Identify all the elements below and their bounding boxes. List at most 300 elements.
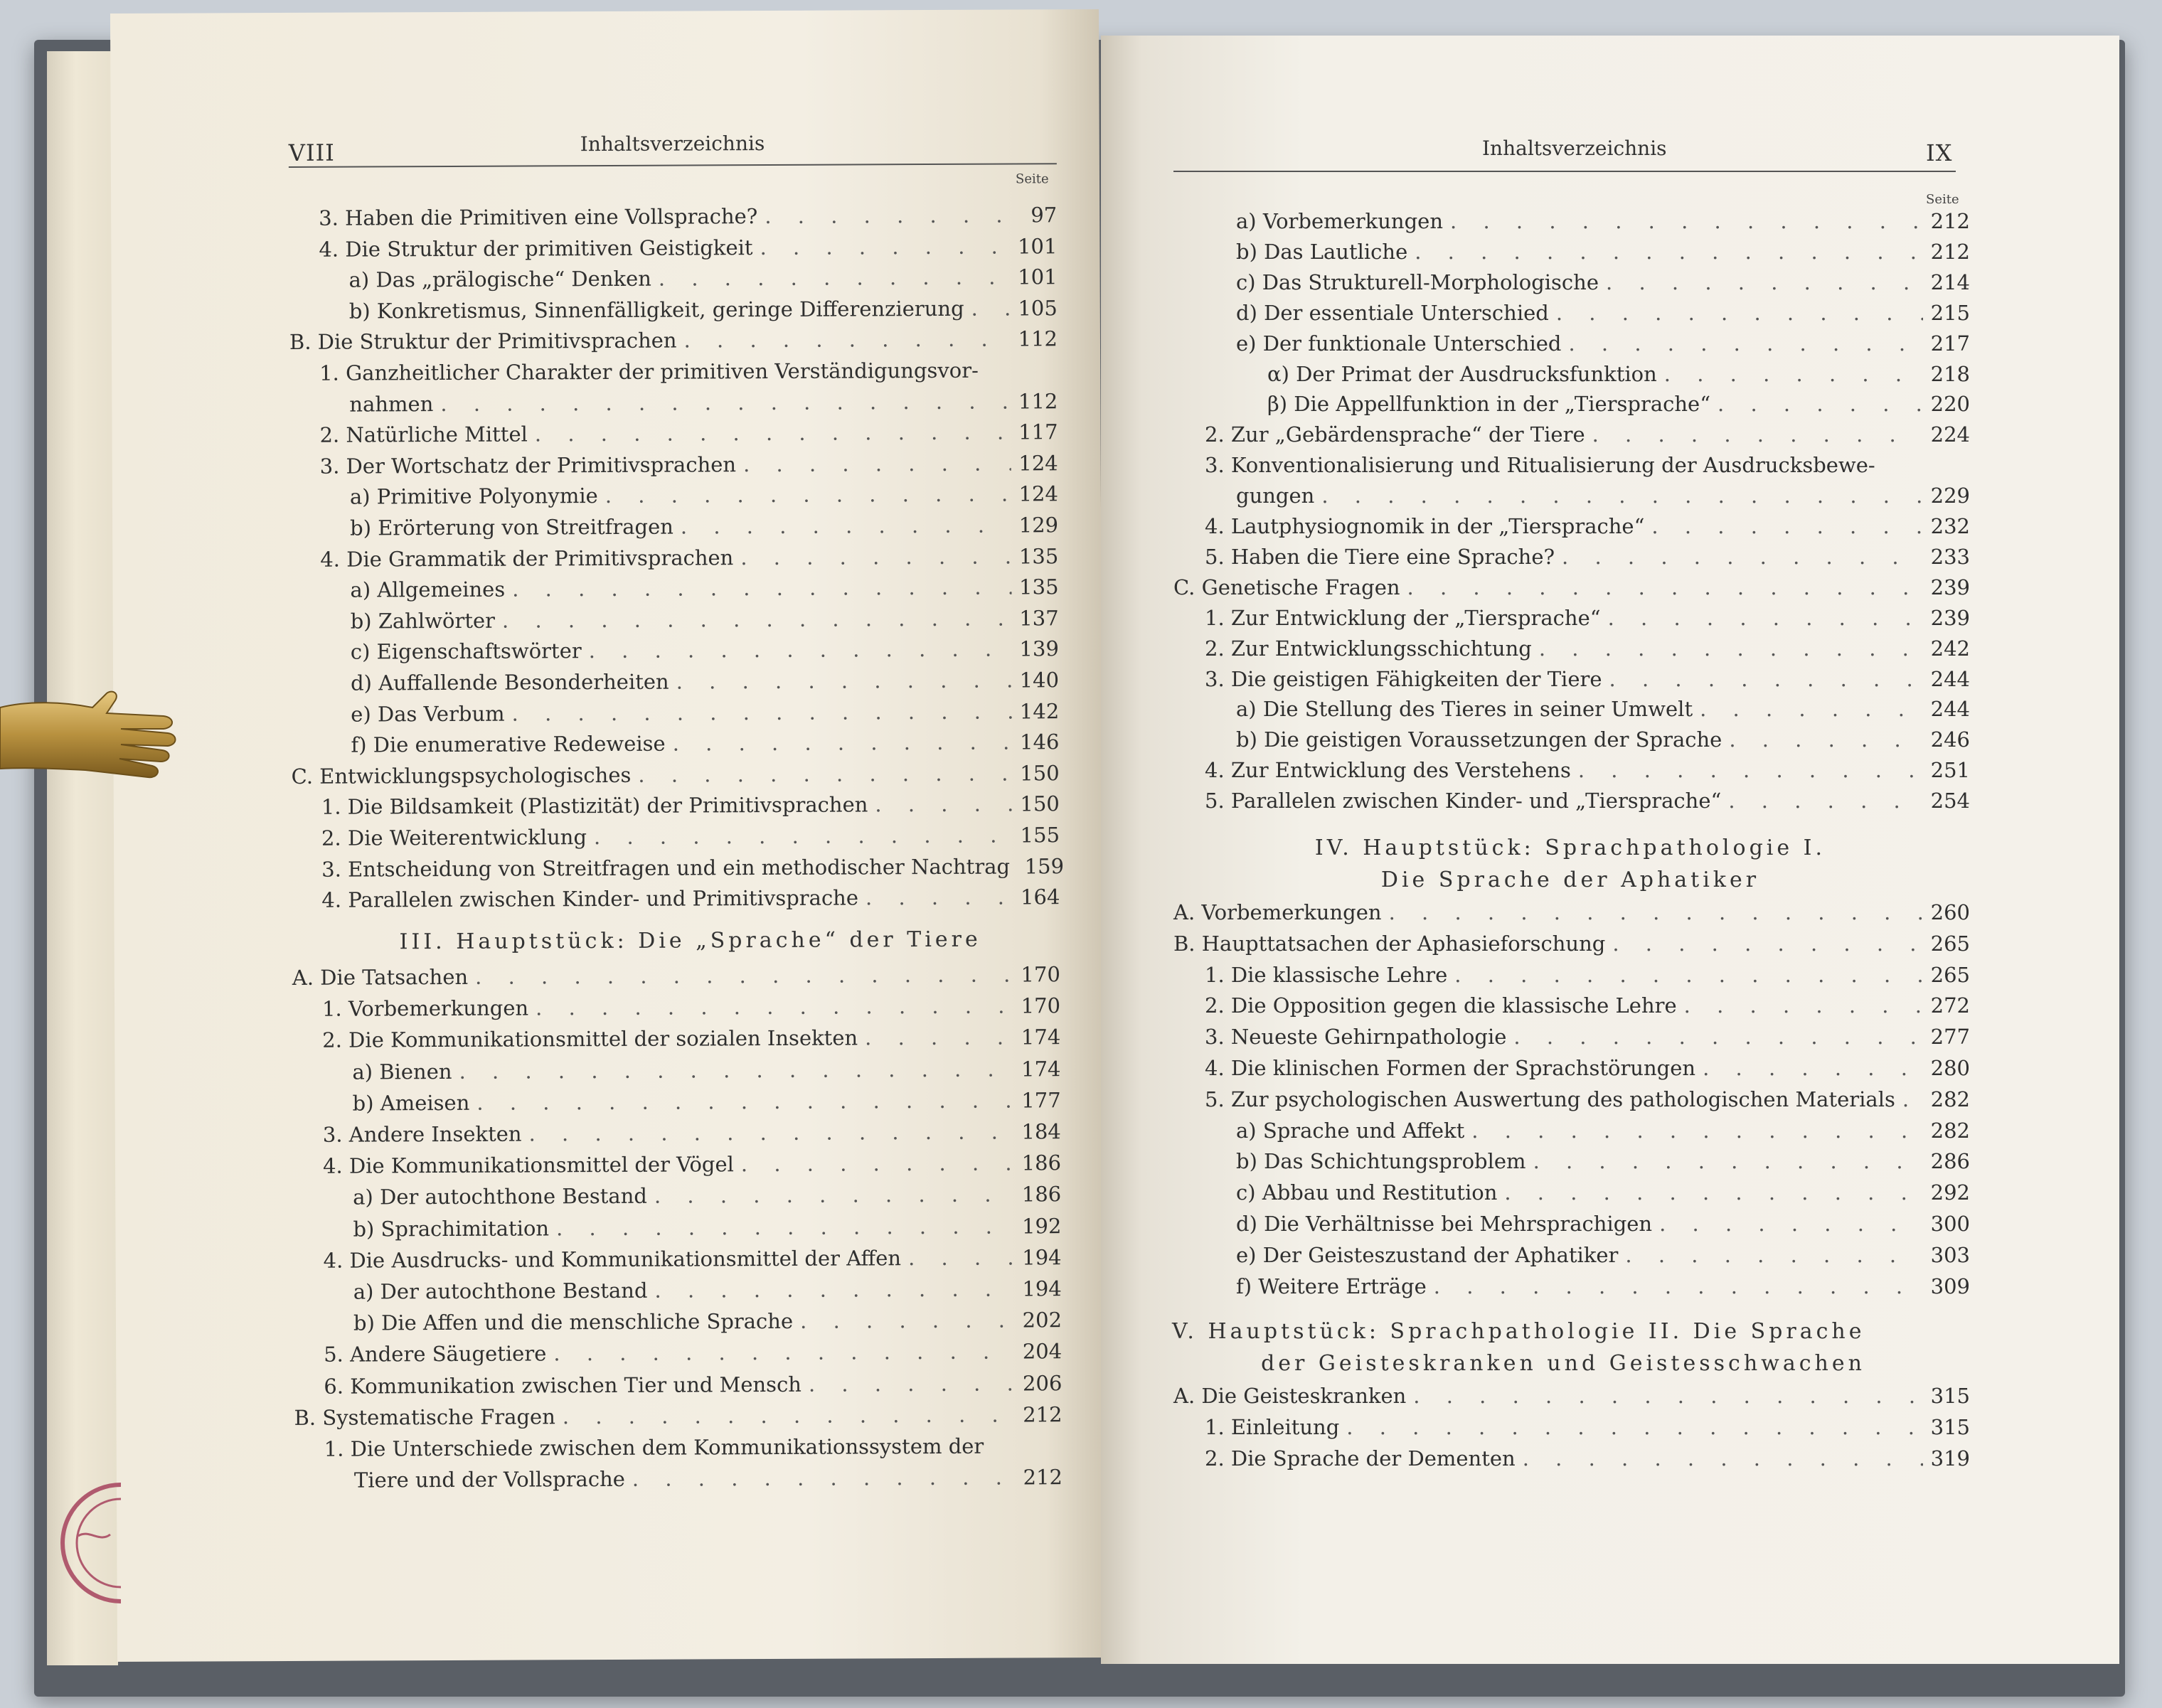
toc-entry-label: a) Der autochthone Bestand — [353, 1278, 648, 1304]
toc-leader-dots — [512, 696, 1013, 729]
toc-entry — [1205, 1084, 1970, 1115]
toc-entry-label: b) Sprachimitation — [353, 1215, 550, 1242]
toc-entry-page: 246 — [1930, 727, 1970, 752]
toc-entry-label: 4. Die Kommunikationsmittel der Vögel — [322, 1152, 734, 1178]
toc-entry-page: 140 — [1019, 668, 1060, 693]
toc-entry-label: f) Die enumerative Redeweise — [351, 731, 666, 757]
toc-entry-label: 2. Die Kommunikationsmittel der sozialen Insekten — [322, 1025, 858, 1053]
toc-entry-label: B. Haupttatsachen der Aphasieforschung — [1173, 931, 1606, 956]
toc-leader-dots — [908, 1242, 1015, 1274]
toc-entry — [1205, 634, 1970, 664]
toc-entry — [1205, 786, 1970, 816]
toc-entry-page: 137 — [1019, 606, 1059, 631]
toc-entry-page: 239 — [1930, 575, 1970, 599]
toc-entry-page: 292 — [1930, 1180, 1970, 1205]
toc-entry-page: 212 — [1023, 1402, 1063, 1427]
toc-leader-dots — [1902, 1084, 1923, 1115]
toc-entry-page: 224 — [1930, 422, 1970, 447]
toc-entry-page: 282 — [1930, 1118, 1970, 1143]
toc-entry-page: 150 — [1020, 791, 1060, 816]
toc-entry-page: 286 — [1930, 1149, 1970, 1174]
chapter-heading-4-line1: IV. Hauptstück: Sprachpathologie I. — [1314, 836, 1826, 860]
toc-entry-label: 2. Zur Entwicklungsschichtung — [1205, 636, 1532, 661]
toc-entry-label: b) Das Schichtungsproblem — [1236, 1149, 1526, 1174]
toc-entry-label: e) Der Geisteszustand der Aphatiker — [1236, 1242, 1619, 1267]
toc-entry-page: 124 — [1018, 451, 1058, 476]
toc-entry-page: 97 — [1031, 203, 1058, 228]
toc-leader-dots — [1454, 960, 1923, 991]
toc-entry-page: 101 — [1017, 233, 1058, 259]
toc-entry — [1205, 1443, 1970, 1474]
toc-entry-page: 315 — [1930, 1384, 1970, 1408]
toc-entry-label: 1. Ganzheitlicher Charakter der primitiven Verständigungsvor- — [319, 358, 979, 385]
toc-entry — [351, 727, 1059, 760]
toc-entry — [353, 1305, 1062, 1338]
toc-leader-dots — [1321, 481, 1923, 511]
toc-entry-page: 260 — [1930, 900, 1970, 924]
toc-entry-label: 3. Neueste Gehirnpathologie — [1205, 1025, 1507, 1050]
toc-entry-label: B. Systematische Fragen — [294, 1404, 555, 1430]
toc-entry-label: 4. Die klinischen Formen der Sprachstörungen — [1205, 1056, 1696, 1080]
toc-entry-page: 232 — [1930, 514, 1970, 538]
toc-entry-page: 218 — [1930, 361, 1970, 386]
toc-entry-label: a) Vorbemerkungen — [1236, 209, 1444, 233]
toc-entry — [1173, 897, 1970, 928]
toc-leader-dots — [535, 417, 1011, 450]
toc-entry-page: 112 — [1018, 388, 1058, 414]
toc-entry — [349, 386, 1058, 420]
toc-entry-label: 4. Parallelen zwischen Kinder- und Primitivsprache — [321, 885, 859, 912]
right-header-rule — [1173, 171, 1956, 172]
toc-entry-label: 3. Der Wortschatz der Primitivsprachen — [319, 452, 737, 479]
toc-entry-page: 194 — [1022, 1276, 1062, 1301]
toc-leader-dots — [676, 666, 1013, 698]
toc-entry-page: 239 — [1930, 605, 1970, 630]
toc-entry — [1236, 1271, 1970, 1302]
toc-entry-page: 170 — [1021, 962, 1060, 987]
toc-entry — [292, 758, 1060, 792]
toc-entry — [1236, 1178, 1970, 1208]
toc-entry — [1236, 1116, 1970, 1146]
toc-entry-label: 2. Natürliche Mittel — [319, 422, 528, 447]
toc-leader-dots — [1608, 603, 1923, 634]
toc-leader-dots — [1592, 420, 1923, 450]
toc-entry-label: b) Die geistigen Voraussetzungen der Sprache — [1236, 727, 1722, 752]
toc-entry — [1205, 1053, 1970, 1084]
toc-entry-label: a) Der autochthone Bestand — [353, 1184, 647, 1210]
toc-entry-label: C. Entwicklungspsychologisches — [291, 762, 632, 789]
toc-entry — [1205, 603, 1970, 634]
toc-entry-label: 5. Haben die Tiere eine Sprache? — [1205, 544, 1555, 569]
toc-leader-dots — [1703, 1053, 1923, 1084]
toc-leader-dots — [1609, 664, 1923, 695]
toc-entry-page: 212 — [1930, 209, 1970, 233]
toc-leader-dots — [563, 1399, 1016, 1432]
toc-leader-dots — [1413, 1381, 1923, 1411]
toc-entry — [351, 665, 1059, 698]
toc-entry — [321, 789, 1060, 823]
toc-entry — [319, 417, 1058, 451]
toc-entry — [1236, 1240, 1970, 1271]
toc-entry — [1236, 329, 1970, 359]
toc-leader-dots — [1533, 1146, 1923, 1177]
toc-entry — [1236, 694, 1970, 725]
toc-entry-label: b) Erörterung von Streitfragen — [350, 514, 673, 540]
toc-entry-label: 3. Konventionalisierung und Ritualisierung der Ausdrucksbewe- — [1205, 453, 1875, 478]
toc-entry-page: 303 — [1930, 1242, 1970, 1267]
toc-leader-dots — [1700, 694, 1923, 725]
toc-entry — [350, 572, 1058, 605]
toc-entry-page: 315 — [1930, 1414, 1970, 1439]
toc-entry-page: 192 — [1021, 1213, 1062, 1239]
toc-entry-label: b) Ameisen — [352, 1090, 470, 1116]
toc-leader-dots — [536, 991, 1013, 1024]
toc-entry-page: 204 — [1022, 1339, 1063, 1364]
toc-entry-label: 1. Einleitung — [1205, 1414, 1340, 1439]
toc-entry-label: 3. Entscheidung von Streitfragen und ein methodischer Nachtrag — [321, 854, 1011, 882]
toc-entry — [1205, 511, 1970, 542]
toc-entry — [1236, 206, 1970, 237]
toc-entry-label: β) Die Appellfunktion in der „Tiersprache“ — [1267, 392, 1711, 417]
toc-leader-dots — [1346, 1412, 1923, 1443]
toc-entry-page: 112 — [1018, 326, 1058, 351]
left-page-number: VIII — [288, 139, 335, 166]
toc-entry-page: 217 — [1930, 331, 1970, 356]
toc-entry — [348, 262, 1057, 295]
toc-leader-dots — [502, 603, 1012, 636]
toc-entry — [319, 231, 1057, 265]
left-running-title: Inhaltsverzeichnis — [580, 132, 765, 156]
toc-entry-label: Tiere und der Vollsprache — [353, 1467, 625, 1493]
left-header-rule — [289, 163, 1057, 168]
toc-entry — [351, 696, 1059, 730]
toc-entry — [1205, 542, 1970, 572]
toc-leader-dots — [1612, 929, 1923, 959]
toc-entry-page: 212 — [1023, 1465, 1063, 1490]
chapter-heading-5-line1: V. Hauptstück: Sprachpathologie II. Die Sprache — [1172, 1319, 1865, 1344]
toc-entry — [352, 1054, 1060, 1087]
toc-leader-dots — [800, 1306, 1015, 1337]
toc-leader-dots — [632, 1463, 1016, 1495]
toc-entry-page: 282 — [1930, 1087, 1970, 1111]
toc-leader-dots — [740, 541, 1011, 573]
toc-entry-label: a) Das „prälogische“ Denken — [348, 266, 651, 292]
toc-entry-page: 309 — [1930, 1274, 1970, 1298]
toc-leader-dots — [1664, 359, 1923, 390]
chapter-heading-5-line2: der Geisteskranken und Geistesschwachen — [1261, 1351, 1865, 1376]
toc-leader-dots — [866, 882, 1013, 914]
toc-entry — [350, 510, 1058, 543]
toc-entry-page: 142 — [1019, 698, 1060, 724]
toc-entry-page: 174 — [1021, 1056, 1061, 1082]
toc-entry-label: 2. Zur „Gebärdensprache“ der Tiere — [1205, 422, 1585, 447]
toc-entry-label: 2. Die Opposition gegen die klassische Lehre — [1205, 993, 1677, 1018]
toc-leader-dots — [971, 293, 1011, 324]
toc-entry-page: 244 — [1930, 697, 1970, 722]
toc-leader-dots — [1539, 634, 1923, 664]
toc-leader-dots — [1389, 897, 1923, 928]
toc-entry — [324, 1337, 1062, 1371]
chapter-heading-4-line2: Die Sprache der Aphatiker — [1380, 868, 1760, 892]
toc-entry — [322, 991, 1060, 1025]
toc-leader-dots — [556, 1211, 1015, 1244]
toc-entry-label: d) Die Verhältnisse bei Mehrsprachigen — [1236, 1212, 1653, 1236]
toc-entry — [1267, 359, 1970, 390]
right-running-title: Inhaltsverzeichnis — [1482, 137, 1667, 160]
toc-entry-label: b) Zahlwörter — [350, 608, 496, 634]
toc-leader-dots — [1659, 1209, 1923, 1239]
toc-entry-page: 135 — [1018, 543, 1059, 569]
toc-leader-dots — [1684, 991, 1923, 1021]
toc-entry — [1236, 237, 1970, 267]
toc-entry-label: A. Die Tatsachen — [292, 964, 469, 990]
toc-entry — [1173, 572, 1970, 603]
toc-leader-dots — [594, 821, 1013, 853]
toc-leader-dots — [654, 1180, 1014, 1212]
toc-leader-dots — [1407, 572, 1923, 603]
toc-entry-page: 101 — [1018, 265, 1058, 289]
toc-entry — [353, 1085, 1061, 1119]
toc-entry — [322, 1023, 1060, 1057]
toc-entry-label: α) Der Primat der Ausdrucksfunktion — [1267, 361, 1657, 386]
toc-entry-label: 1. Zur Entwicklung der „Tiersprache“ — [1205, 605, 1601, 630]
toc-leader-dots — [1471, 1116, 1923, 1146]
toc-entry-page: 220 — [1930, 392, 1970, 417]
toc-entry-label: a) Bienen — [352, 1059, 452, 1084]
toc-leader-dots — [589, 634, 1012, 667]
toc-entry — [1205, 420, 1970, 450]
toc-leader-dots — [1606, 267, 1923, 298]
toc-entry-page: 229 — [1930, 484, 1970, 508]
toc-entry-page: 186 — [1021, 1182, 1062, 1207]
toc-entry-page: 170 — [1021, 993, 1061, 1018]
toc-entry-label: 5. Andere Säugetiere — [324, 1341, 547, 1367]
right-seite-label: Seite — [1926, 192, 1959, 207]
toc-entry-page: 300 — [1930, 1212, 1970, 1236]
toc-leader-dots — [1513, 1022, 1923, 1052]
toc-entry — [324, 1242, 1062, 1276]
left-page — [110, 9, 1106, 1662]
toc-entry-page: 139 — [1019, 636, 1059, 661]
toc-entry-page: 174 — [1021, 1025, 1061, 1050]
toc-entry — [1205, 1022, 1970, 1052]
toc-entry — [1205, 664, 1970, 695]
toc-entry-page: 135 — [1019, 575, 1059, 599]
toc-entry-label: c) Das Strukturell-Morphologische — [1236, 269, 1599, 294]
toc-entry — [321, 882, 1060, 916]
toc-entry-label: 3. Haben die Primitiven eine Vollsprache? — [319, 204, 758, 230]
toc-entry-page: 214 — [1930, 269, 1970, 294]
brass-hand-bookmark — [0, 686, 178, 786]
toc-entry-label: 2. Die Sprache der Dementen — [1205, 1446, 1516, 1471]
toc-entry — [319, 355, 1058, 389]
toc-entry — [323, 1116, 1061, 1151]
toc-entry-page: 215 — [1930, 300, 1970, 325]
toc-entry — [1173, 1381, 1970, 1411]
toc-entry-label: nahmen — [349, 391, 434, 417]
left-seite-label: Seite — [1015, 171, 1049, 187]
toc-entry — [320, 448, 1058, 482]
toc-entry — [354, 1462, 1063, 1495]
toc-leader-dots — [638, 758, 1012, 790]
toc-entry-page: 117 — [1018, 420, 1058, 444]
toc-entry-page: 105 — [1018, 296, 1058, 321]
toc-leader-dots — [654, 1274, 1014, 1306]
toc-leader-dots — [865, 1023, 1013, 1054]
toc-leader-dots — [1434, 1271, 1923, 1302]
toc-entry — [351, 603, 1059, 636]
toc-entry-label: b) Das Lautliche — [1236, 239, 1408, 264]
toc-entry-label: d) Auffallende Besonderheiten — [350, 669, 669, 695]
toc-entry — [292, 959, 1060, 993]
toc-entry-page: 159 — [1024, 853, 1065, 879]
toc-entry — [1173, 929, 1970, 959]
toc-entry-page: 124 — [1018, 481, 1058, 506]
toc-entry-page: 254 — [1930, 789, 1970, 813]
chapter-heading-3: III. Hauptstück: Die „Sprache“ der Tiere — [399, 927, 981, 955]
toc-entry-label: 1. Die klassische Lehre — [1205, 962, 1448, 987]
toc-entry-label: a) Sprache und Affekt — [1236, 1118, 1465, 1143]
toc-entry-page: 155 — [1020, 823, 1060, 848]
toc-entry-page: 265 — [1930, 931, 1970, 956]
toc-entry-label: 5. Parallelen zwischen Kinder- und „Tiersprache“ — [1205, 789, 1722, 813]
toc-entry-page: 277 — [1930, 1025, 1970, 1050]
toc-leader-dots — [1718, 389, 1923, 420]
toc-leader-dots — [1556, 298, 1923, 329]
toc-entry — [289, 324, 1058, 358]
toc-leader-dots — [765, 201, 1010, 233]
toc-entry-label: A. Die Geisteskranken — [1173, 1384, 1407, 1408]
toc-leader-dots — [1450, 206, 1923, 237]
toc-entry — [1236, 298, 1970, 329]
toc-leader-dots — [1728, 786, 1923, 816]
toc-leader-dots — [809, 1368, 1016, 1399]
toc-entry-page: 244 — [1930, 666, 1970, 691]
toc-entry-label: A. Vorbemerkungen — [1173, 900, 1382, 924]
toc-entry-label: f) Weitere Erträge — [1236, 1274, 1427, 1298]
toc-entry-page: 206 — [1022, 1370, 1063, 1396]
toc-entry-label: 2. Die Weiterentwicklung — [321, 825, 587, 850]
toc-entry-label: 4. Lautphysiognomik in der „Tiersprache“ — [1205, 514, 1645, 538]
toc-entry — [353, 1274, 1062, 1307]
toc-leader-dots — [475, 960, 1013, 993]
toc-entry — [1205, 960, 1970, 991]
right-page-number: IX — [1926, 139, 1953, 166]
toc-entry-label: e) Der funktionale Unterschied — [1236, 331, 1562, 356]
toc-entry — [349, 293, 1058, 326]
toc-leader-dots — [875, 789, 1013, 821]
toc-entry-page: 150 — [1020, 761, 1060, 786]
toc-leader-dots — [512, 572, 1011, 605]
toc-entry-page: 164 — [1020, 885, 1060, 909]
toc-leader-dots — [1729, 725, 1923, 755]
toc-entry-label: 5. Zur psychologischen Auswertung des pathologischen Materials — [1205, 1087, 1895, 1111]
toc-entry-label: 6. Kommunikation zwischen Tier und Mensch — [324, 1372, 802, 1399]
toc-leader-dots — [1562, 542, 1923, 572]
toc-entry-page: 265 — [1930, 962, 1970, 987]
toc-entry-page: 251 — [1930, 758, 1970, 783]
toc-entry — [351, 634, 1059, 668]
toc-entry-label: 1. Vorbemerkungen — [321, 996, 529, 1021]
toc-entry-label: b) Die Affen und die menschliche Sprache — [353, 1309, 794, 1335]
toc-leader-dots — [605, 479, 1011, 511]
toc-entry-page: 202 — [1022, 1308, 1063, 1333]
toc-entry-label: d) Der essentiale Unterschied — [1236, 300, 1549, 325]
toc-entry — [319, 200, 1057, 234]
toc-entry-page: 319 — [1930, 1446, 1970, 1471]
toc-leader-dots — [741, 1148, 1014, 1180]
toc-entry-label: B. Die Struktur der Primitivsprachen — [289, 328, 677, 355]
toc-leader-dots — [673, 727, 1013, 759]
toc-entry-label: gungen — [1236, 484, 1315, 508]
toc-entry — [294, 1399, 1062, 1434]
toc-leader-dots — [553, 1337, 1015, 1370]
toc-leader-dots — [659, 262, 1011, 294]
toc-entry — [1205, 991, 1970, 1021]
toc-entry — [1205, 1412, 1970, 1443]
toc-entry-page: 212 — [1930, 239, 1970, 264]
toc-entry-label: 4. Die Ausdrucks- und Kommunikationsmittel der Affen — [323, 1246, 902, 1273]
toc-entry — [1205, 755, 1970, 786]
toc-entry — [321, 851, 1065, 885]
toc-leader-dots — [1568, 329, 1923, 359]
toc-leader-dots — [1651, 511, 1923, 542]
toc-entry-page: 280 — [1930, 1056, 1970, 1080]
toc-entry — [1205, 450, 1970, 481]
toc-leader-dots — [683, 324, 1011, 356]
toc-entry — [1236, 267, 1970, 298]
toc-leader-dots — [1523, 1443, 1923, 1474]
page-edge-strip — [47, 51, 118, 1665]
toc-entry — [1236, 1146, 1970, 1177]
toc-entry — [324, 1368, 1062, 1402]
toc-entry-label: a) Allgemeines — [350, 577, 506, 602]
toc-entry-label: 3. Die geistigen Fähigkeiten der Tiere — [1205, 666, 1602, 691]
toc-entry-label: 3. Andere Insekten — [322, 1121, 522, 1147]
toc-leader-dots — [528, 1117, 1013, 1150]
toc-entry — [1236, 725, 1970, 755]
toc-entry-label: 1. Die Unterschiede zwischen dem Kommunikationssystem der — [324, 1434, 984, 1461]
toc-leader-dots — [1504, 1178, 1923, 1208]
toc-entry — [350, 479, 1058, 513]
toc-leader-dots — [1415, 237, 1923, 267]
library-stamp — [50, 1479, 121, 1607]
right-page — [1101, 36, 2119, 1664]
toc-entry — [1236, 1209, 1970, 1239]
toc-entry-label: a) Die Stellung des Tieres in seiner Umwelt — [1236, 697, 1693, 722]
toc-entry — [321, 820, 1060, 854]
toc-entry — [353, 1180, 1061, 1213]
toc-entry — [1236, 481, 1970, 511]
toc-entry-label: 4. Die Grammatik der Primitivsprachen — [320, 545, 734, 572]
toc-entry-label: 4. Die Struktur der primitiven Geistigkeit — [319, 235, 753, 262]
toc-leader-dots — [1625, 1240, 1923, 1271]
toc-entry — [1267, 389, 1970, 420]
toc-entry-label: 4. Zur Entwicklung des Verstehens — [1205, 758, 1571, 783]
toc-leader-dots — [743, 448, 1011, 480]
toc-entry — [323, 1148, 1061, 1182]
toc-entry-label: e) Das Verbum — [351, 701, 505, 727]
toc-entry-page: 146 — [1019, 730, 1060, 754]
toc-entry-label: a) Primitive Polyonymie — [349, 484, 598, 509]
toc-leader-dots — [440, 386, 1011, 419]
toc-entry-page: 272 — [1930, 993, 1970, 1018]
toc-entry-label: c) Eigenschaftswörter — [350, 639, 582, 664]
toc-leader-dots — [459, 1054, 1013, 1087]
toc-entry — [324, 1431, 1063, 1465]
toc-entry-page: 129 — [1018, 513, 1059, 538]
toc-entry-label: 1. Die Bildsamkeit (Plastizität) der Primitivsprachen — [321, 792, 868, 820]
